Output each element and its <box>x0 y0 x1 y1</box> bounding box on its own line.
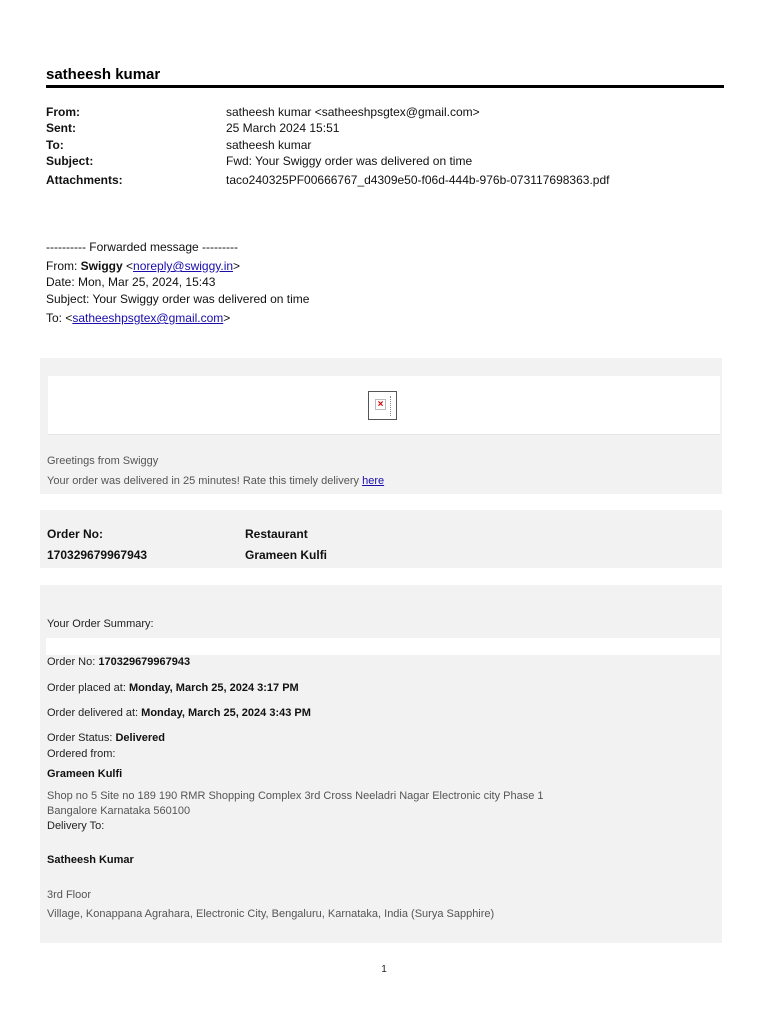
rate-here-link[interactable]: here <box>362 475 385 487</box>
summary-delivered-at <box>47 707 311 719</box>
fwd-to-prefix: To: < <box>46 311 73 325</box>
summary-divider <box>46 638 720 655</box>
fwd-from-prefix: From: <box>46 259 81 273</box>
to-label: To: <box>46 138 64 152</box>
fwd-from-email-link[interactable]: noreply@swiggy.in <box>133 259 234 273</box>
summary-title: Your Order Summary: <box>47 618 154 630</box>
attachment-file[interactable]: taco240325PF00666767_d4309e50-f06d-444b-976b-073117698363.pdf <box>226 173 610 187</box>
sender-name: satheesh kumar <box>46 66 161 83</box>
forwarded-to <box>46 310 230 326</box>
header-rule <box>46 85 724 88</box>
broken-image-edge <box>390 396 394 416</box>
summary-order-no-value: 170329679967943 <box>98 656 191 668</box>
restaurant-value: Grameen Kulfi <box>245 548 328 562</box>
customer-address-line-1: 3rd Floor <box>47 889 92 901</box>
fwd-from-gt: > <box>233 259 241 273</box>
ordered-from-label: Ordered from: <box>47 748 116 760</box>
rating-line <box>47 475 384 487</box>
restaurant-address-line-1: Shop no 5 Site no 189 190 RMR Shopping Complex 3rd Cross Neeladri Nagar Electronic city Phase 1 <box>47 790 544 802</box>
broken-image-x-icon: × <box>375 399 386 410</box>
delivery-to-label: Delivery To: <box>47 820 105 832</box>
restaurant-label: Restaurant <box>245 527 308 541</box>
from-value: satheesh kumar <satheeshpsgtex@gmail.com> <box>226 105 480 119</box>
forwarded-subject: Subject: Your Swiggy order was delivered on time <box>46 292 310 306</box>
rating-text: Your order was delivered in 25 minutes! Rate this timely delivery <box>47 475 363 487</box>
placed-label: Order placed at: <box>47 682 129 694</box>
sent-label: Sent: <box>46 121 76 135</box>
summary-status <box>47 732 165 744</box>
subject-label: Subject: <box>46 154 94 168</box>
broken-image-icon <box>368 391 397 420</box>
fwd-from-name: Swiggy <box>80 259 123 273</box>
forwarded-date: Date: Mon, Mar 25, 2024, 15:43 <box>46 275 216 289</box>
attachments-label: Attachments: <box>46 173 123 187</box>
from-label: From: <box>46 105 80 119</box>
to-value: satheesh kumar <box>226 138 312 152</box>
forwarded-from <box>46 258 240 274</box>
status-label: Order Status: <box>47 732 116 744</box>
summary-order-no-label: Order No: <box>47 656 99 668</box>
restaurant-address-line-2: Bangalore Karnataka 560100 <box>47 805 191 817</box>
greeting-line: Greetings from Swiggy <box>47 455 159 467</box>
customer-name: Satheesh Kumar <box>47 854 134 866</box>
status-value: Delivered <box>115 732 166 744</box>
customer-address-line-2: Village, Konappana Agrahara, Electronic City, Bengaluru, Karnataka, India (Surya Sapphire) <box>47 908 495 920</box>
fwd-from-lt: < <box>122 259 134 273</box>
placed-value: Monday, March 25, 2024 3:17 PM <box>128 682 299 694</box>
page-number: 1 <box>381 964 387 975</box>
forwarded-divider: ---------- Forwarded message --------- <box>46 240 238 254</box>
fwd-to-suffix: > <box>223 311 231 325</box>
order-no-value: 170329679967943 <box>47 548 148 562</box>
summary-order-no <box>47 656 190 668</box>
summary-placed-at <box>47 682 299 694</box>
subject-value: Fwd: Your Swiggy order was delivered on time <box>226 154 473 168</box>
order-no-label: Order No: <box>47 527 104 541</box>
delivered-label: Order delivered at: <box>47 707 142 719</box>
ordered-from-restaurant: Grameen Kulfi <box>47 768 123 780</box>
delivered-value: Monday, March 25, 2024 3:43 PM <box>141 707 311 719</box>
sent-value: 25 March 2024 15:51 <box>226 121 340 135</box>
fwd-to-email-link[interactable]: satheeshpsgtex@gmail.com <box>72 311 224 325</box>
